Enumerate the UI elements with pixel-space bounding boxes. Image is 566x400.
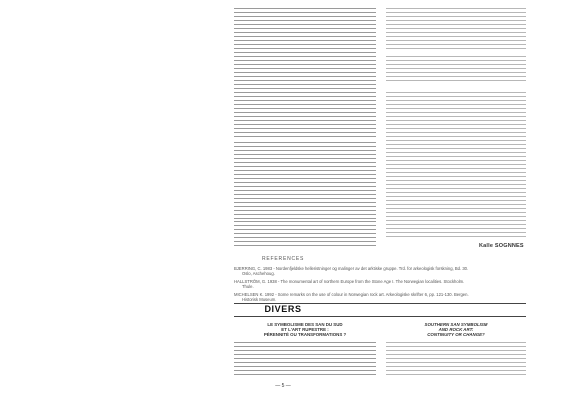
author-name: Kalle SOGNNES <box>479 243 524 249</box>
section-title: DIVERS <box>264 304 302 314</box>
english-body-text-top <box>386 8 526 50</box>
english-article-title <box>386 322 526 338</box>
reference-entry <box>234 279 524 289</box>
section-divider-bottom <box>234 316 526 317</box>
title-line: AND ROCK ART: <box>438 327 474 333</box>
page-number: — 5 — <box>275 383 291 389</box>
reference-line: HALLSTRÖM, G. 1938 - The monumental art of northern Europe from the Stone Age I. The Norwegian localities. Stockholm. <box>234 279 465 284</box>
english-article-body <box>386 342 526 378</box>
english-body-text-bottom <box>386 92 526 240</box>
french-body-text-bottom <box>234 221 376 249</box>
title-line: ET L'ART RUPESTRE : <box>281 327 329 333</box>
reference-line: MICHELSEN K. 1992 - Some remarks on the use of colour in Norwegian rock art. Arkeologiske skrifter 6, pp. 121-130. Bergen. <box>234 292 469 297</box>
title-line: CONTINUITY OR CHANGE? <box>427 332 485 338</box>
reference-line: Thule. <box>242 284 254 289</box>
title-line: SOUTHERN SAN SYMBOLISM <box>424 322 488 327</box>
references-heading: REFERENCES <box>262 256 305 262</box>
french-body-text-top <box>234 8 376 138</box>
french-body-text-middle <box>234 142 376 220</box>
reference-entry <box>234 266 524 276</box>
reference-line: BJERRING, C. 1983 - Nordenfjeldske helleristninger og malinger av det arktiske gruppe. Trd. for arkeologisk forskning, Bd. 30. <box>234 266 469 271</box>
french-article-title <box>234 322 376 338</box>
english-body-text-middle <box>386 56 526 84</box>
title-line: LE SYMBOLISME DES SAN DU SUD <box>267 322 343 327</box>
reference-entry <box>234 292 524 302</box>
reference-line: Oslo, Aschehoug. <box>242 271 275 276</box>
title-line: PÉRENNITÉ OU TRANSFORMATIONS ? <box>263 332 347 338</box>
french-article-body <box>234 342 376 378</box>
reference-line: Historisk Museum. <box>242 297 277 302</box>
